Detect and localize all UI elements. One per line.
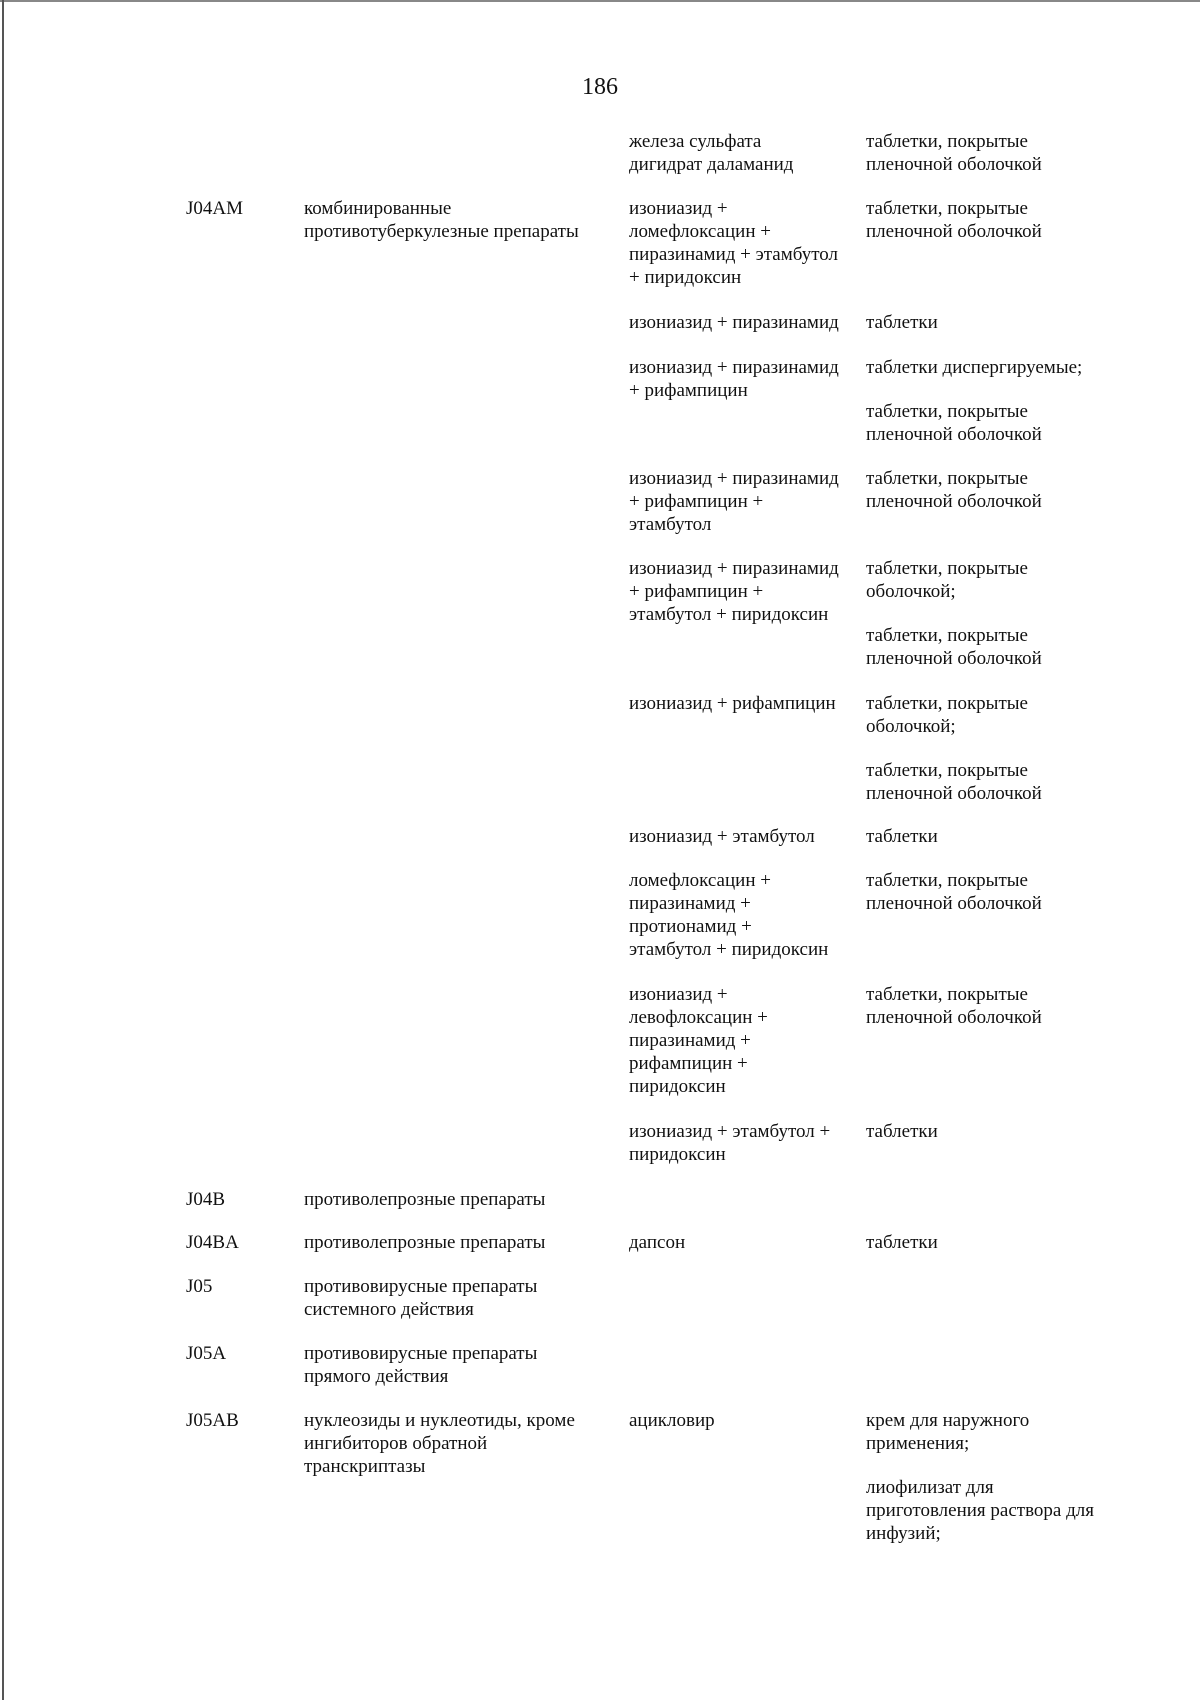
drug-name: изониазид + левофлоксацин + пиразинамид + рифампицин + пиридоксин — [629, 984, 768, 1097]
atc-code: J04B — [186, 1189, 226, 1210]
dosage-forms — [866, 825, 1196, 848]
dosage-form: таблетки, покрытые пленочной оболочкой — [866, 625, 1042, 669]
dosage-form: таблетки, покрытые пленочной оболочкой — [866, 760, 1042, 804]
anatomical-therapeutic-group: комбинированные противотуберкулезные препараты — [304, 198, 579, 242]
dosage-form: таблетки, покрытые пленочной оболочкой — [866, 870, 1042, 914]
scan-edge-left — [2, 0, 4, 1700]
atc-code: J04BA — [186, 1232, 239, 1253]
dosage-form: таблетки — [866, 1232, 938, 1253]
page-number: 186 — [582, 74, 618, 100]
dosage-form: таблетки, покрытые пленочной оболочкой — [866, 984, 1042, 1028]
drug-name: дапсон — [629, 1232, 686, 1253]
dosage-forms — [866, 311, 1196, 334]
drug-name: изониазид + пиразинамид + рифампицин + этамбутол — [629, 468, 839, 535]
anatomical-therapeutic-group: противовирусные препараты системного действия — [304, 1276, 538, 1320]
drug-name: ломефлоксацин + пиразинамид + протионамид + этамбутол + пиридоксин — [629, 870, 829, 960]
dosage-form: таблетки, покрытые пленочной оболочкой — [866, 198, 1042, 242]
drug-name: изониазид + пиразинамид — [629, 312, 839, 333]
dosage-form: таблетки, покрытые пленочной оболочкой — [866, 401, 1042, 445]
anatomical-therapeutic-group: противолепрозные препараты — [304, 1232, 546, 1253]
dosage-forms — [866, 467, 1196, 513]
drug-name: изониазид + пиразинамид + рифампицин — [629, 357, 839, 401]
atc-code: J05A — [186, 1343, 227, 1364]
dosage-form: таблетки, покрытые оболочкой; — [866, 693, 1028, 737]
scan-edge-top — [0, 0, 1200, 2]
dosage-form: лиофилизат для приготовления раствора для инфузий; — [866, 1477, 1094, 1544]
atc-code: J05AB — [186, 1410, 239, 1431]
dosage-forms — [866, 1120, 1196, 1143]
dosage-form: крем для наружного применения; — [866, 1410, 1030, 1454]
dosage-forms — [866, 356, 1196, 446]
drug-name: изониазид + этамбутол — [629, 826, 815, 847]
dosage-form: таблетки — [866, 1121, 938, 1142]
dosage-form: таблетки — [866, 312, 938, 333]
drug-name: железа сульфата дигидрат даламанид — [629, 131, 794, 175]
atc-code: J04AM — [186, 198, 244, 219]
dosage-forms — [866, 692, 1196, 805]
dosage-forms — [866, 130, 1196, 176]
dosage-forms — [866, 197, 1196, 243]
dosage-form: таблетки диспергируемые; — [866, 357, 1083, 378]
anatomical-therapeutic-group: нуклеозиды и нуклеотиды, кроме ингибиторов обратной транскриптазы — [304, 1410, 575, 1477]
dosage-forms — [866, 869, 1196, 915]
drug-name: ацикловир — [629, 1410, 715, 1431]
drug-name: изониазид + пиразинамид + рифампицин + этамбутол + пиридоксин — [629, 558, 839, 625]
dosage-forms — [866, 557, 1196, 670]
drug-name: изониазид + ломефлоксацин + пиразинамид + этамбутол + пиридоксин — [629, 198, 838, 288]
dosage-form: таблетки, покрытые пленочной оболочкой — [866, 468, 1042, 512]
dosage-forms — [866, 1409, 1196, 1545]
atc-code: J05 — [186, 1276, 213, 1297]
dosage-forms — [866, 1231, 1196, 1254]
anatomical-therapeutic-group: противовирусные препараты прямого действия — [304, 1343, 538, 1387]
drug-name: изониазид + этамбутол + пиридоксин — [629, 1121, 831, 1165]
dosage-form: таблетки, покрытые пленочной оболочкой — [866, 131, 1042, 175]
dosage-form: таблетки — [866, 826, 938, 847]
drug-name: изониазид + рифампицин — [629, 693, 836, 714]
dosage-forms — [866, 983, 1196, 1029]
dosage-form: таблетки, покрытые оболочкой; — [866, 558, 1028, 602]
anatomical-therapeutic-group: противолепрозные препараты — [304, 1189, 546, 1210]
